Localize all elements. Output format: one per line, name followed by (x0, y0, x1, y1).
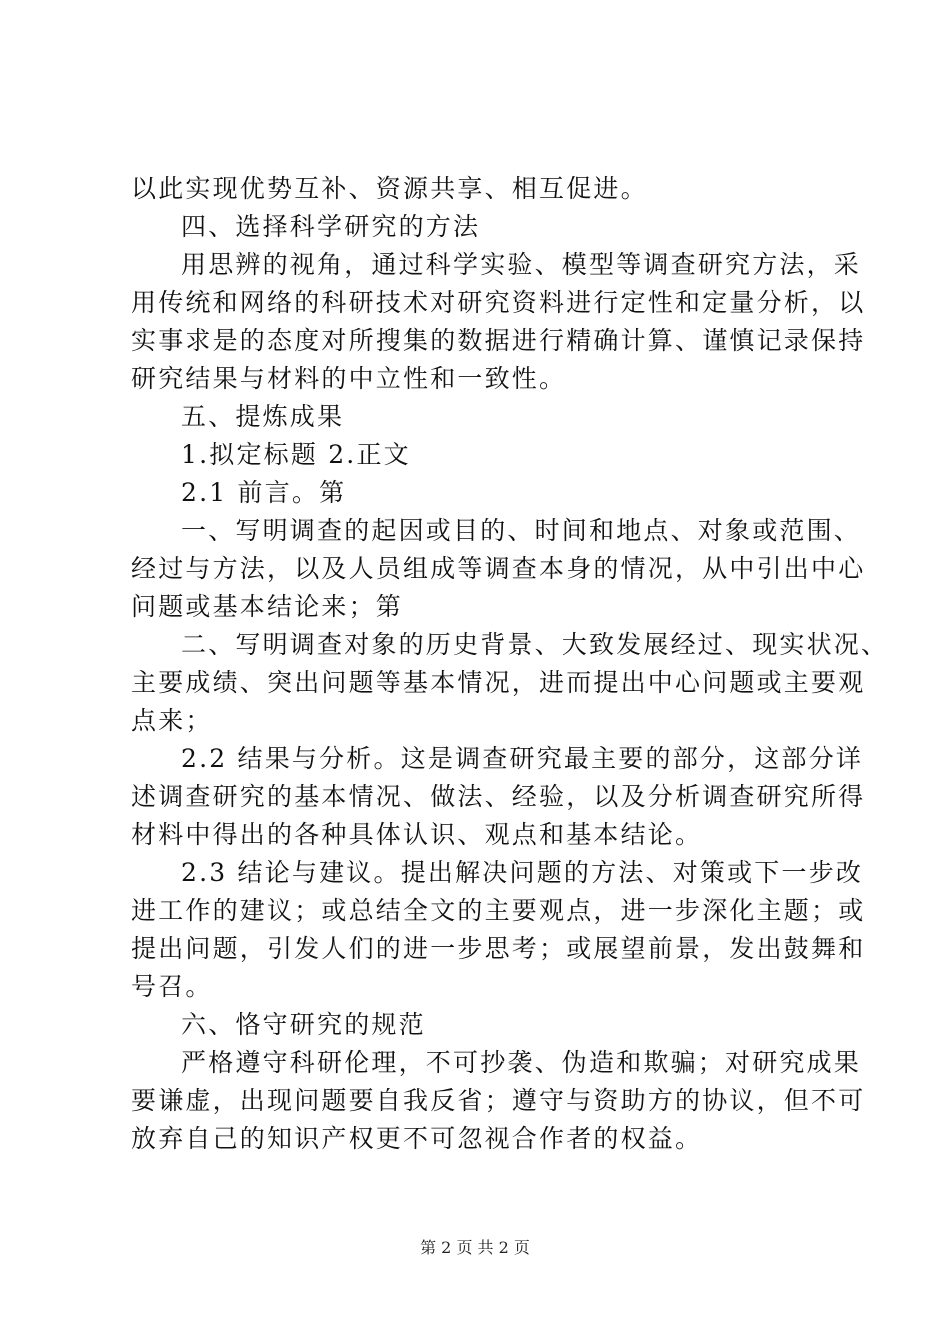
text-line: 研究结果与材料的中立性和一致性。 (131, 364, 567, 393)
text-line: 主要成绩、突出问题等基本情况，进而提出中心问题或主要观 (131, 668, 866, 697)
section-heading-5: 五、提炼成果 (181, 402, 345, 431)
text-line: 1.拟定标题 2.正文 (181, 440, 411, 469)
text-line: 二、写明调查对象的历史背景、大致发展经过、现实状况、 (181, 630, 889, 659)
text-line: 一、写明调查的起因或目的、时间和地点、对象或范围、 (181, 516, 862, 545)
text-line: 2.2 结果与分析。这是调查研究最主要的部分，这部分详 (181, 744, 864, 773)
text-line: 问题或基本结论来；第 (131, 592, 404, 621)
text-line: 材料中得出的各种具体认识、观点和基本结论。 (131, 820, 703, 849)
text-line: 提出问题，引发人们的进一步思考；或展望前景，发出鼓舞和 (131, 934, 866, 963)
text-line: 2.3 结论与建议。提出解决问题的方法、对策或下一步改 (181, 858, 864, 887)
text-line: 2.1 前言。第 (181, 478, 347, 507)
text-line: 用传统和网络的科研技术对研究资料进行定性和定量分析，以 (131, 288, 866, 317)
text-line: 经过与方法，以及人员组成等调查本身的情况，从中引出中心 (131, 554, 866, 583)
section-heading-6: 六、恪守研究的规范 (181, 1010, 426, 1039)
document-body (131, 170, 889, 1158)
text-line: 严格遵守科研伦理，不可抄袭、伪造和欺骗；对研究成果 (181, 1048, 862, 1077)
text-line: 点来； (131, 706, 213, 735)
text-line: 以此实现优势互补、资源共享、相互促进。 (131, 174, 648, 203)
text-line: 用思辨的视角，通过科学实验、模型等调查研究方法，采 (181, 250, 862, 279)
text-line: 要谦虚，出现问题要自我反省；遵守与资助方的协议，但不可 (131, 1086, 866, 1115)
text-line: 述调查研究的基本情况、做法、经验，以及分析调查研究所得 (131, 782, 866, 811)
text-line: 进工作的建议；或总结全文的主要观点，进一步深化主题；或 (131, 896, 866, 925)
text-line: 放弃自己的知识产权更不可忽视合作者的权益。 (131, 1124, 703, 1153)
page-number-footer: 第 2 页 共 2 页 (420, 1238, 530, 1257)
section-heading-4: 四、选择科学研究的方法 (181, 212, 481, 241)
text-line: 实事求是的态度对所搜集的数据进行精确计算、谨慎记录保持 (131, 326, 866, 355)
text-line: 号召。 (131, 972, 213, 1001)
